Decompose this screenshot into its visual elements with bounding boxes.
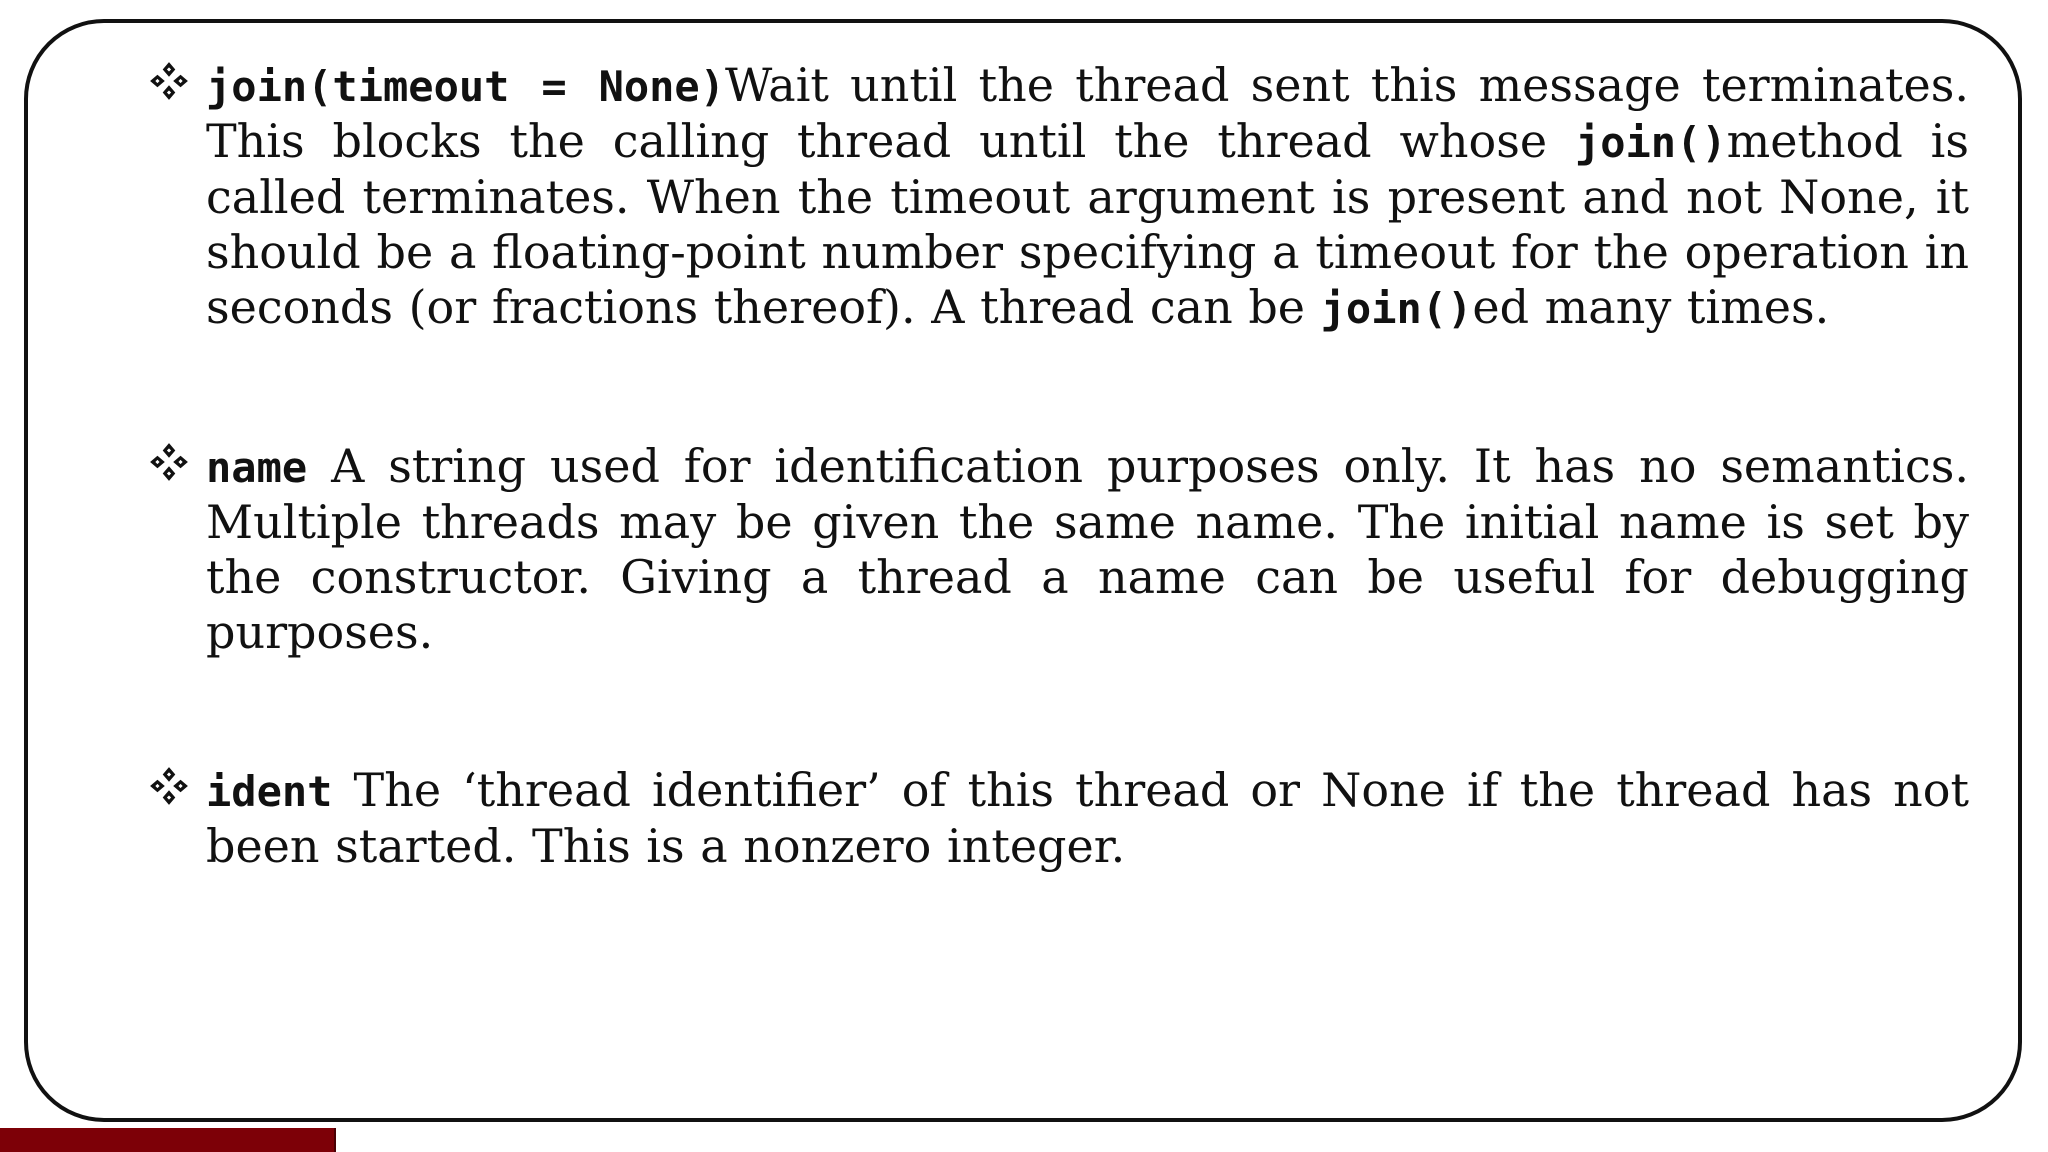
term-name: name bbox=[206, 443, 308, 492]
term-ident: ident bbox=[206, 767, 333, 816]
footer-accent-bar bbox=[0, 1128, 336, 1152]
inline-code-join-1: join() bbox=[1574, 118, 1727, 167]
join-desc-part-2: method is called terminates. When the timeout argument is present and not None, it should be a floating-point number specifying a timeout for the operation in seconds (or fractions thereof). A thread can be bbox=[206, 114, 1969, 334]
four-diamond-bullet-icon bbox=[148, 441, 190, 483]
four-diamond-bullet-icon bbox=[148, 60, 190, 102]
bullet-list bbox=[148, 58, 1969, 874]
term-join: join(timeout = None) bbox=[206, 62, 726, 111]
inline-code-join-2: join() bbox=[1320, 284, 1473, 333]
bullet-item-name bbox=[148, 439, 1969, 660]
ident-description: The ‘thread identifier’ of this thread or None if the thread has not been started. This is a nonzero integer. bbox=[206, 763, 1969, 873]
join-desc-part-3: ed many times. bbox=[1472, 280, 1830, 334]
join-desc-part-1: Wait until the thread sent this message terminates. This blocks the calling thread until the thread whose bbox=[206, 58, 1969, 168]
bullet-item-ident bbox=[148, 763, 1969, 874]
four-diamond-bullet-icon bbox=[148, 765, 190, 807]
name-description: A string used for identification purposes only. It has no semantics. Multiple threads may be given the same name. The initial name is set by the constructor. Giving a thread a name can be useful for debugging purposes. bbox=[206, 439, 1970, 659]
bullet-item-join bbox=[148, 58, 1969, 336]
